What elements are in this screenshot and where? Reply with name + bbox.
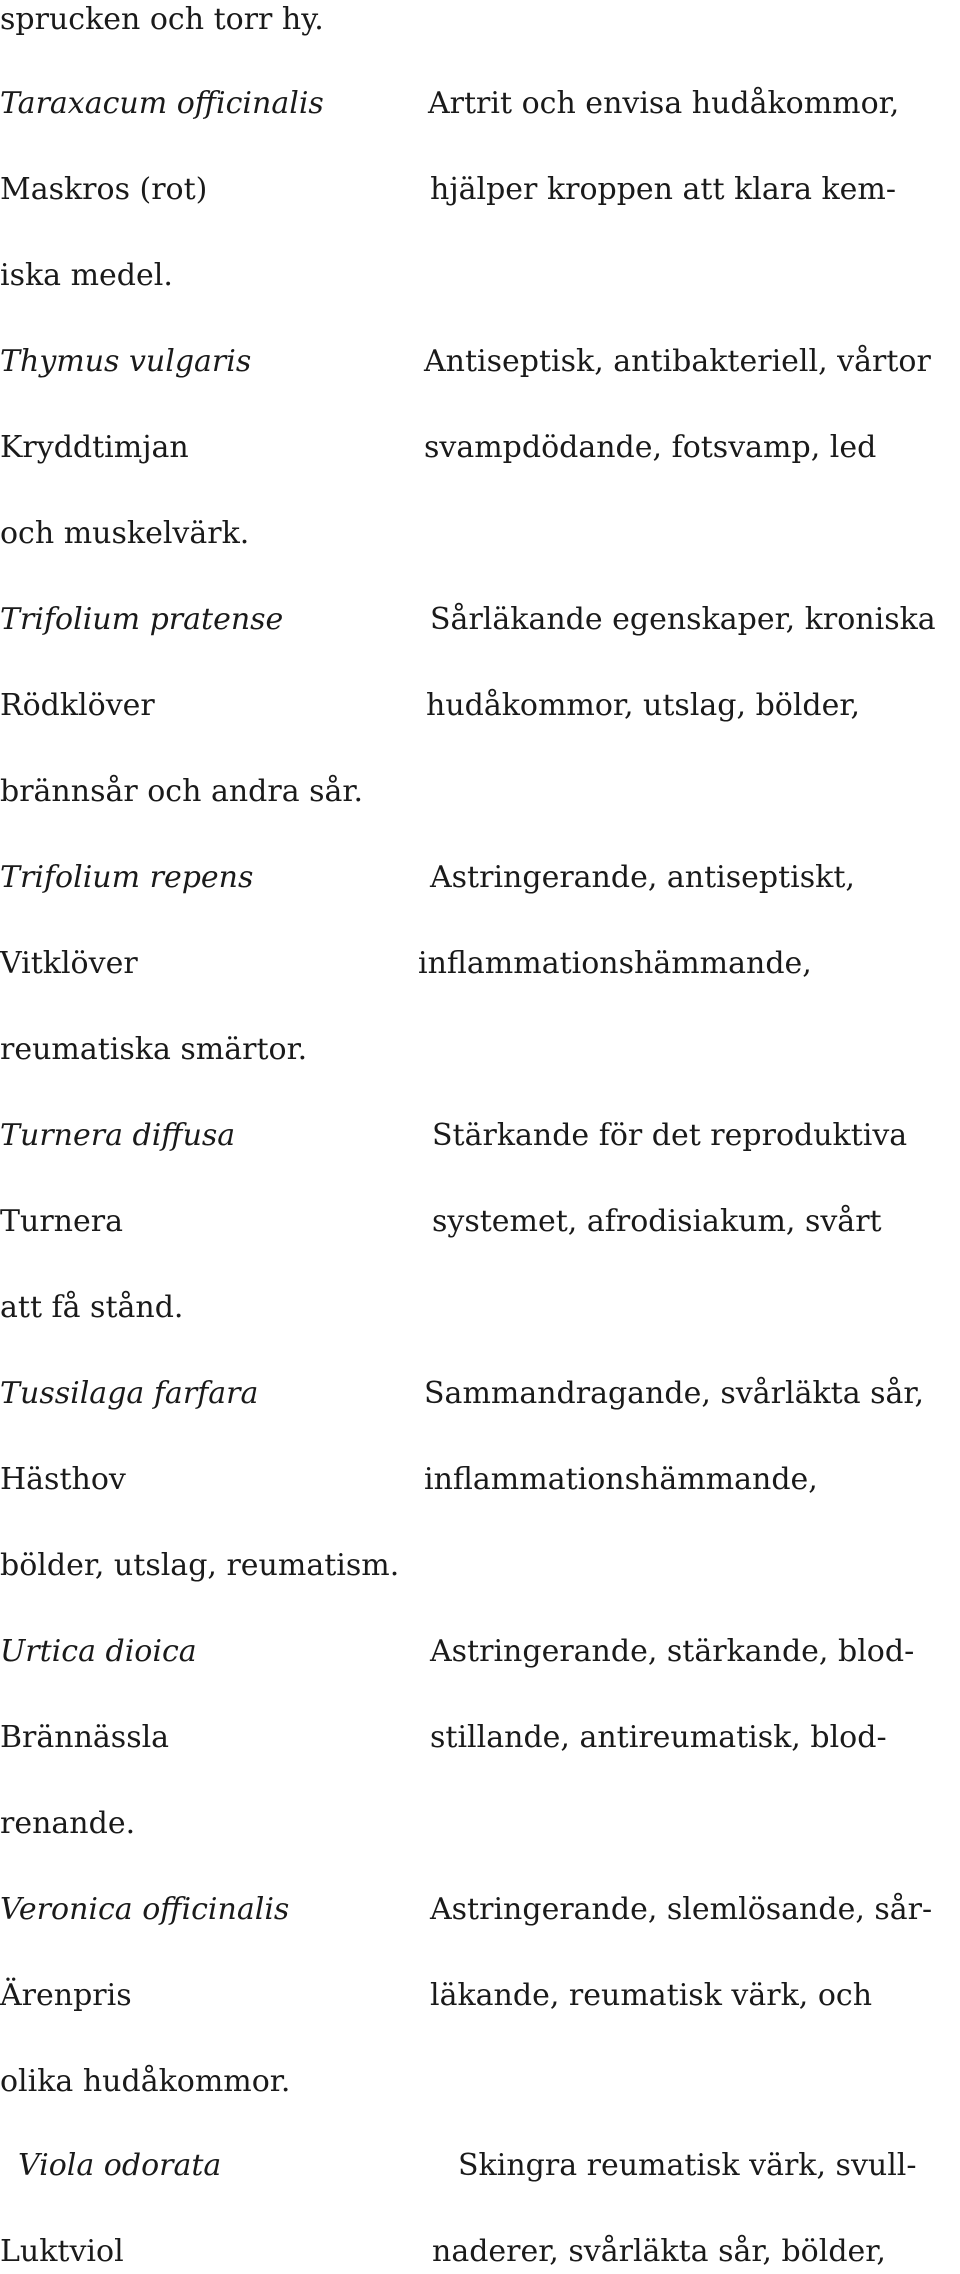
description-continuation: och muskelvärk. [0, 516, 250, 551]
description-line: Antiseptisk, antibakteriell, vårtor [424, 344, 931, 379]
common-name: Maskros (rot) [0, 172, 208, 207]
description-line: Astringerande, slemlösande, sår- [430, 1892, 933, 1927]
description-continuation: att få stånd. [0, 1290, 184, 1325]
description-line: Sammandragande, svårläkta sår, [424, 1376, 924, 1411]
description-continuation: brännsår och andra sår. [0, 774, 363, 809]
description-line: Stärkande för det reproduktiva [432, 1118, 908, 1153]
latin-name: Urtica dioica [0, 1634, 197, 1669]
latin-name: Viola odorata [18, 2148, 222, 2183]
latin-name: Veronica officinalis [0, 1892, 290, 1927]
common-name: Brännässla [0, 1720, 170, 1755]
description-continuation: bölder, utslag, reumatism. [0, 1548, 400, 1583]
latin-name: Thymus vulgaris [0, 344, 252, 379]
description-line: Astringerande, antiseptiskt, [430, 860, 855, 895]
description-line: hjälper kroppen att klara kem- [430, 172, 897, 207]
opening-line: sprucken och torr hy. [0, 2, 324, 37]
common-name: Vitklöver [0, 946, 138, 981]
description-line: Sårläkande egenskaper, kroniska [430, 602, 936, 637]
common-name: Turnera [0, 1204, 123, 1239]
latin-name: Trifolium pratense [0, 602, 284, 637]
description-line: inflammationshämmande, [418, 946, 812, 981]
description-line: hudåkommor, utslag, bölder, [426, 688, 860, 723]
common-name: Kryddtimjan [0, 430, 189, 465]
latin-name: Tussilaga farfara [0, 1376, 259, 1411]
description-line: inflammationshämmande, [424, 1462, 818, 1497]
description-line: Astringerande, stärkande, blod- [430, 1634, 915, 1669]
common-name: Luktviol [0, 2234, 124, 2269]
common-name: Ärenpris [0, 1978, 132, 2013]
description-line: Artrit och envisa hudåkommor, [428, 86, 900, 121]
description-line: systemet, afrodisiakum, svårt [432, 1204, 882, 1239]
description-continuation: reumatiska smärtor. [0, 1032, 308, 1067]
description-line: naderer, svårläkta sår, bölder, [432, 2234, 886, 2269]
latin-name: Trifolium repens [0, 860, 254, 895]
common-name: Hästhov [0, 1462, 126, 1497]
description-line: läkande, reumatisk värk, och [430, 1978, 873, 2013]
description-continuation: iska medel. [0, 258, 173, 293]
latin-name: Taraxacum officinalis [0, 86, 324, 121]
description-continuation: renande. [0, 1806, 136, 1841]
common-name: Rödklöver [0, 688, 155, 723]
description-continuation: olika hudåkommor. [0, 2064, 291, 2099]
description-line: Skingra reumatisk värk, svull- [458, 2148, 917, 2183]
description-line: stillande, antireumatisk, blod- [430, 1720, 887, 1755]
description-line: svampdödande, fotsvamp, led [424, 430, 877, 465]
latin-name: Turnera diffusa [0, 1118, 236, 1153]
